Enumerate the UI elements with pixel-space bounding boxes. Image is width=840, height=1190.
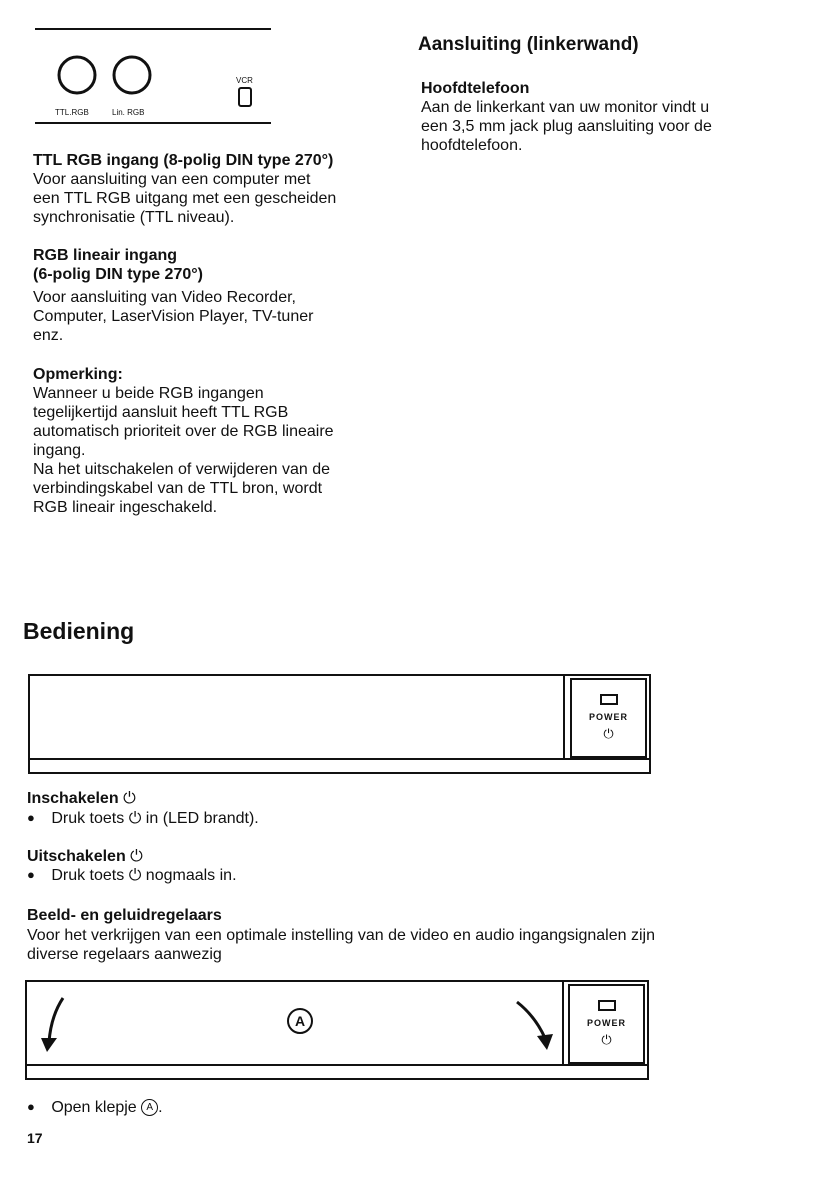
headphone-heading: Hoofdtelefoon — [421, 80, 530, 97]
inschakelen-heading: Inschakelen ⏻ — [27, 790, 136, 807]
front-divider — [562, 982, 564, 1064]
front-base-line — [30, 758, 649, 760]
section-title: Bediening — [23, 618, 135, 644]
power-symbol-icon: ⏻ — [123, 790, 136, 807]
power-button-2[interactable]: ⏻ — [601, 1032, 612, 1047]
ttl-heading: TTL RGB ingang (8-polig DIN type 270°) — [33, 152, 334, 169]
ttl-label: TTL.RGB — [55, 108, 89, 117]
monitor-front-1 — [28, 674, 651, 774]
note-heading: Opmerking: — [33, 366, 123, 383]
front-divider — [563, 676, 565, 758]
lin-connector-icon — [114, 57, 150, 93]
vcr-label: VCR — [236, 76, 253, 85]
power-symbol-icon: ⏻ — [130, 848, 143, 865]
power-panel-2 — [568, 984, 645, 1064]
uitschakelen-heading: Uitschakelen ⏻ — [27, 848, 143, 865]
rgb-description: Voor aansluiting van Video Recorder, Computer, LaserVision Player, TV-tuner enz. — [33, 289, 314, 344]
power-label-1: POWER — [588, 712, 628, 722]
panel-top-rule — [35, 28, 271, 30]
inschakelen-bullet: ● Druk toets ⏻ in (LED brandt). — [27, 809, 259, 828]
power-label-2: POWER — [586, 1018, 626, 1028]
note-text: Wanneer u beide RGB ingangen tegelijkertijd aansluit heeft TTL RGB automatisch prioriteit over de RGB lineaire ingang. Na het uitschakelen of verwijderen van de verbindingskabel van de TTL bron, wordt RGB lineair ingeschakeld. — [33, 385, 334, 516]
headphone-text: Aan de linkerkant van uw monitor vindt u een 3,5 mm jack plug aansluiting voor de hoofdtelefoon. — [421, 99, 712, 154]
monitor-front-2 — [25, 980, 649, 1080]
flap-marker-a-icon: A — [141, 1099, 158, 1116]
front-base-line — [27, 1064, 647, 1066]
open-flap-bullet: ● Open klepje A . — [27, 1098, 163, 1117]
ttl-connector-icon — [59, 57, 95, 93]
right-heading: Aansluiting (linkerwand) — [418, 34, 639, 55]
regelaars-heading: Beeld- en geluidregelaars — [27, 907, 222, 924]
lin-label: Lin. RGB — [112, 108, 145, 117]
panel-bottom-rule — [35, 122, 271, 124]
flap-marker-a[interactable]: A — [287, 1008, 313, 1034]
led-indicator-icon — [600, 694, 618, 705]
press-right-arrow-icon — [511, 994, 561, 1056]
uitschakelen-bullet: ● Druk toets ⏻ nogmaals in. — [27, 866, 237, 885]
power-button-1[interactable]: ⏻ — [603, 726, 614, 741]
power-symbol-icon: ⏻ — [128, 810, 142, 827]
vcr-switch-icon — [239, 88, 251, 106]
regelaars-text: Voor het verkrijgen van een optimale instelling van de video en audio ingangsignalen zijn diverse regelaars aanwezig — [27, 927, 655, 963]
led-indicator-icon — [598, 1000, 616, 1011]
power-symbol-icon: ⏻ — [128, 867, 142, 884]
rgb-heading: RGB lineair ingang (6-polig DIN type 270°) — [33, 247, 203, 283]
press-left-arrow-icon — [33, 994, 83, 1056]
ttl-description: Voor aansluiting van een computer met een TTL RGB uitgang met een gescheiden synchronisatie (TTL niveau). — [33, 171, 337, 226]
power-panel-1 — [570, 678, 647, 758]
page-number: 17 — [27, 1130, 43, 1146]
